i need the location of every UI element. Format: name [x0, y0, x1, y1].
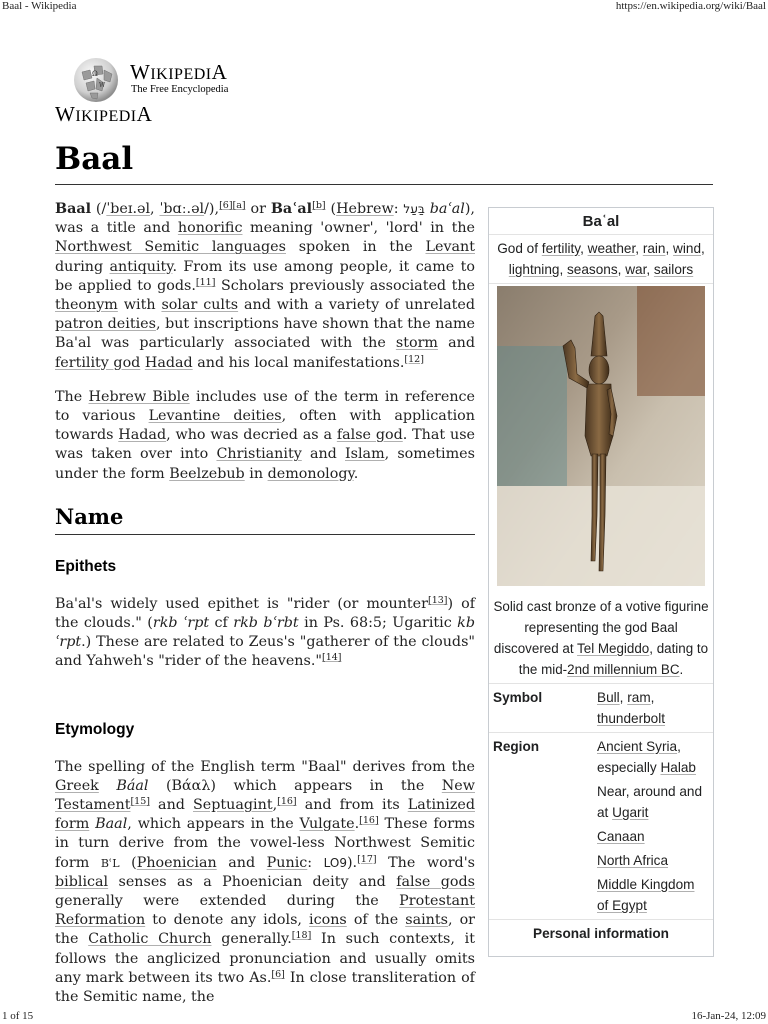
region-link[interactable]: North Africa [597, 853, 669, 868]
page-title: Baal [55, 140, 713, 185]
subsection-heading-etymology: Etymology [55, 720, 135, 738]
page-count: 1 of 15 [2, 1010, 34, 1022]
domain-link[interactable]: lightning [508, 262, 560, 277]
infobox-image-caption: Solid cast bronze of a votive figurine representing the god Baal discovered at Tel Megiddo, dating to the mid-2nd millennium BC. [489, 592, 713, 684]
subsection-heading-epithets: Epithets [55, 557, 117, 575]
lead-paragraph-2: The Hebrew Bible includes use of the term in reference to various Levantine deities, often with application towards Hadad, who was decried as a false god. That use was taken over into Christianity and Islam, sometimes under the form Beelzebub in demonology. [55, 388, 476, 482]
print-footer [0, 1010, 768, 1024]
wikipedia-wordmark[interactable]: WIKIPEDIA [130, 60, 228, 84]
domain-link[interactable]: rain [642, 241, 666, 256]
baal-figurine-image[interactable] [497, 286, 705, 586]
etymology-paragraph: The spelling of the English term "Baal" derives from the Greek Báal (Βάαλ) which appears in the New Testament[15] and Septuagint,[16] and from its Latinized form Baal, which appears in the Vulgate.[16] These forms in turn derive from the vowel-less Northwest Semitic form BʿL (Phoenician and Punic: LO9).[17] The word's biblical senses as a Phoenician deity and false gods generally were extended during the Protestant Reformation to denote any idols, icons of the saints, or the Catholic Church generally.[18] In such contexts, it follows the anglicized pronunciation and usually omits any mark between its two As.[6] In close transliteration of the Semitic name, the [55, 758, 476, 1006]
symbol-link[interactable]: ram [627, 690, 651, 705]
domain-link[interactable]: weather [587, 241, 636, 256]
wikipedia-tagline: The Free Encyclopedia [131, 84, 229, 95]
domain-link[interactable]: fertility [541, 241, 581, 256]
print-timestamp: 16-Jan-24, 12:09 [691, 1010, 766, 1022]
infobox-subtitle: God of fertility, weather, rain, wind, lightning, seasons, war, sailors [489, 235, 713, 284]
domain-link[interactable]: seasons [567, 262, 618, 277]
region-link[interactable]: Halab [660, 760, 696, 775]
region-link[interactable]: Canaan [597, 829, 645, 844]
symbol-link[interactable]: thunderbolt [597, 711, 666, 726]
infobox-title: Baʿal [489, 208, 713, 235]
region-label: Region [493, 739, 540, 754]
lead-paragraph-1: Baal (/ˈbeɪ.əl, ˈbɑː.əl/),[6][a] or Baʿal[b] (Hebrew: בַּעַל baʿal), was a title and honorific meaning 'owner', 'lord' in the Northwest Semitic languages spoken in the Levant during antiquity. From its use among people, it came to be applied to gods.[11] Scholars previously associated the theonym with solar cults and with a variety of unrelated patron deities, but inscriptions have shown that the name Ba'al was particularly associated with the storm and fertility god Hadad and his local manifestations.[12] [55, 200, 476, 371]
section-heading-name: Name [55, 504, 475, 535]
infobox-row-symbol [489, 684, 713, 733]
domain-link[interactable]: war [625, 262, 647, 277]
epithets-paragraph: Ba'al's widely used epithet is "rider (or mounter[13]) of the clouds." (rkb ʿrpt cf rkb bʿrbt in Ps. 68:5; Ugaritic kb ʿrpt.) These are related to Zeus's "gatherer of the clouds" and Yahweh's "rider of the heavens."[14] [55, 594, 475, 670]
wikipedia-globe-logo[interactable] [72, 56, 120, 104]
print-page-title: Baal - Wikipedia [2, 0, 77, 12]
tel-megiddo-link[interactable]: Tel Megiddo [577, 641, 650, 656]
domain-link[interactable]: wind [673, 241, 702, 256]
region-link[interactable]: Ugarit [612, 805, 649, 820]
svg-text:Ω: Ω [92, 70, 98, 78]
infobox-personal-information-header: Personal information [533, 926, 669, 941]
print-header [0, 0, 768, 14]
wikipedia-wordmark-text[interactable]: WIKIPEDIA [55, 102, 153, 126]
print-url: https://en.wikipedia.org/wiki/Baal [615, 0, 766, 12]
article-body [55, 200, 475, 1007]
domain-link[interactable]: sailors [653, 262, 694, 277]
infobox [488, 207, 714, 957]
symbol-label: Symbol [493, 690, 543, 705]
2nd-millennium-link[interactable]: 2nd millennium BC [567, 662, 680, 677]
symbol-value: Bull, ram, thunderbolt [597, 690, 666, 726]
symbol-link[interactable]: Bull [597, 690, 620, 705]
region-link[interactable]: Middle Kingdom of Egypt [597, 877, 695, 913]
region-link[interactable]: Ancient Syria [597, 739, 678, 754]
infobox-row-region [489, 733, 713, 920]
svg-text:W: W [99, 82, 106, 89]
region-value: Ancient Syria, especially Halab Near, around and at Ugarit Canaan North Africa Middle Kingdom of Egypt [597, 739, 703, 913]
